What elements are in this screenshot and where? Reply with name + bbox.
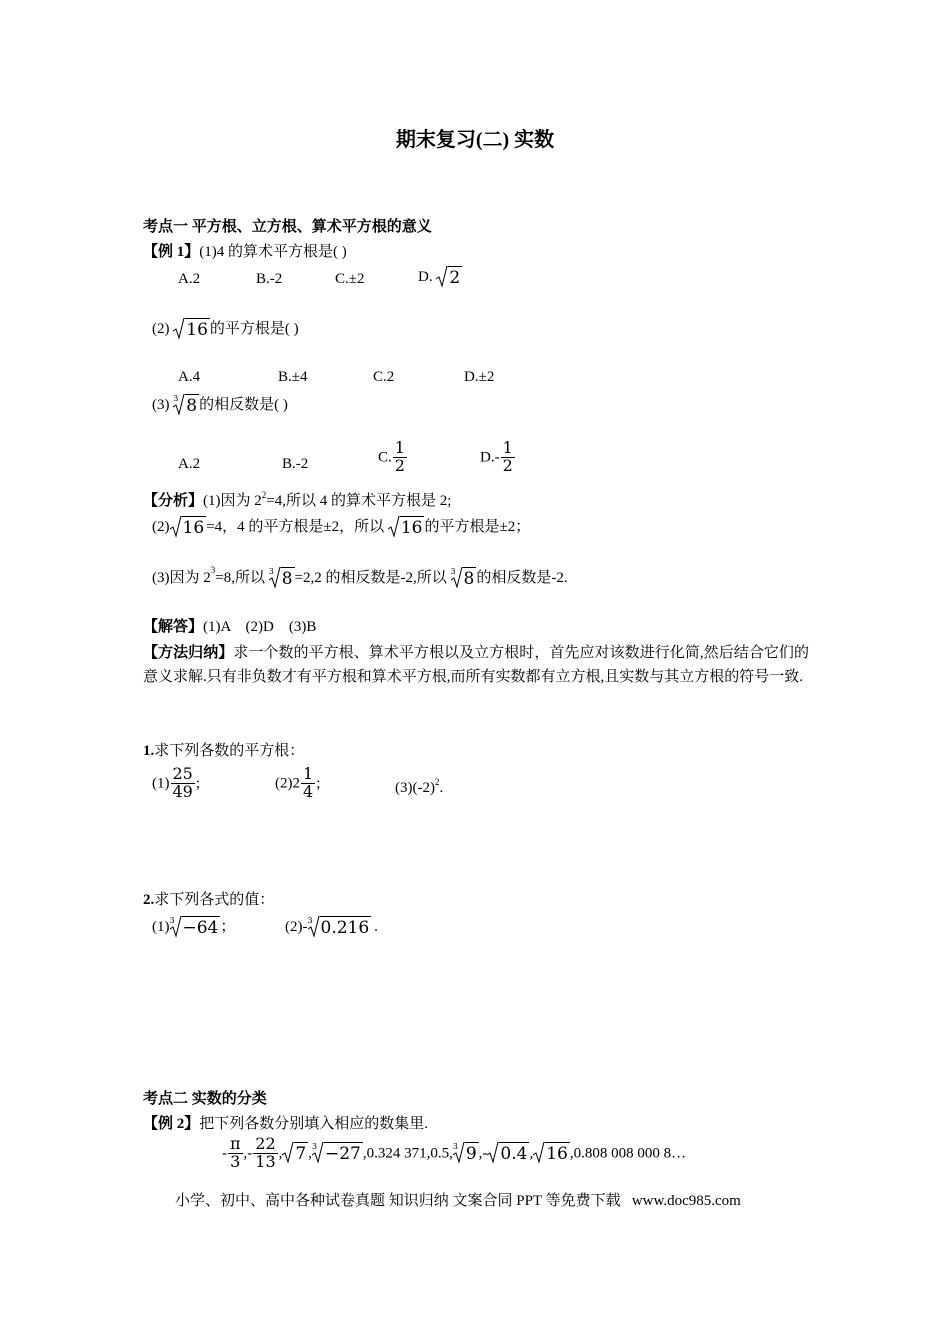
analysis-line3-a: (3)因为 2	[152, 570, 211, 586]
ex2-p2-label: (2)-	[285, 919, 308, 935]
section1-heading: 考点一 平方根、立方根、算术平方根的意义	[143, 219, 432, 235]
exercise2-text: 求下列各式的值：	[154, 892, 275, 908]
frac-den: 3	[230, 1151, 241, 1171]
analysis-line1	[143, 492, 451, 510]
numbers-tail: ,0.808 008 000 8…	[569, 1145, 687, 1162]
sqrt-16	[173, 318, 210, 340]
radicand: 7	[295, 1144, 307, 1165]
analysis-line2-a: (2)	[152, 519, 170, 535]
cbrt-9	[453, 1142, 479, 1164]
q2-prefix: (2)	[152, 321, 170, 337]
analysis-line2-b: =4，4 的平方根是±2，所以	[206, 519, 385, 535]
frac-den: 49	[172, 781, 193, 801]
q1-option-b: B.-2	[256, 271, 283, 287]
sqrt-2	[436, 266, 462, 288]
q3-option-c-label: C.	[378, 449, 392, 466]
n1-sign: -	[222, 1145, 227, 1162]
frac-num: 1	[502, 438, 513, 457]
radicand: 16	[400, 518, 423, 538]
radicand: 16	[182, 518, 205, 538]
ex1-sep: ;	[195, 775, 201, 792]
exponent: 3	[210, 565, 216, 575]
q1-option-a: A.2	[178, 271, 201, 287]
method-text: 求一个数的平方根、算术平方根以及立方根时，首先应对该数进行化简,然后结合它们的意义求解.只有非负数才有平方根和算术平方根,而所有实数都有立方根,且实数与其立方根的符号一致.	[143, 645, 809, 685]
ex1-p3-a: (3)(-2)	[395, 780, 435, 796]
radicand: 8	[281, 569, 293, 589]
example1-tag: 【例 1】	[143, 244, 200, 260]
sqrt-0-4	[487, 1142, 529, 1164]
radicand: 8	[463, 569, 475, 589]
example2-tag: 【例 2】	[143, 1116, 200, 1132]
root-index: 3	[452, 1142, 458, 1152]
sqrt-16	[388, 516, 425, 538]
q3-suffix: 的相反数是( )	[199, 397, 288, 413]
frac-num: 25	[172, 764, 193, 783]
q3-option-d	[480, 440, 516, 475]
frac-den: 2	[394, 455, 405, 475]
sqrt-16	[533, 1142, 570, 1164]
exercise2	[143, 891, 274, 909]
q3-option-b: B.-2	[282, 456, 309, 472]
cbrt-0216	[308, 916, 372, 938]
analysis-line3-c: =2,2 的相反数是-2,所以	[294, 570, 447, 586]
sqrt-16	[170, 516, 207, 538]
analysis-line2	[152, 516, 530, 538]
ex1-p3-b: .	[439, 780, 444, 796]
radicand: 8	[186, 396, 198, 416]
exercise2-num: 2.	[143, 892, 155, 908]
fraction-1-4	[301, 766, 315, 801]
analysis-line3-d: 的相反数是-2.	[476, 570, 568, 586]
analysis-line1-a: (1)因为 2	[203, 493, 262, 509]
cbrt-minus-27	[312, 1142, 363, 1164]
root-index: 3	[450, 567, 456, 576]
fraction-25-49	[171, 766, 195, 801]
radicand: 16	[546, 1144, 568, 1165]
example2-text: 把下列各数分别填入相应的数集里.	[199, 1116, 429, 1132]
analysis-line1-b: =4,所以 4 的算术平方根是 2;	[266, 493, 452, 509]
radicand: −64	[182, 918, 219, 938]
fraction-one-half	[501, 440, 515, 475]
frac-num: 1	[303, 764, 314, 783]
example1-q1	[143, 243, 347, 261]
exercise1-part3	[395, 779, 443, 797]
number-list	[222, 1136, 686, 1171]
exercise1-part2	[275, 766, 320, 801]
q3-option-a: A.2	[178, 456, 201, 472]
ex1-sep: ;	[316, 775, 321, 792]
exercise1	[143, 742, 304, 760]
frac-num: 1	[394, 438, 405, 457]
page-title: 期末复习(二) 实数	[395, 129, 555, 151]
footer: 小学、初中、高中各种试卷真题 知识归纳 文案合同 PPT 等免费下载 www.doc985.com	[175, 1193, 741, 1209]
comma: ,	[278, 1145, 283, 1162]
exponent: 2	[434, 777, 440, 787]
analysis-line2-c: 的平方根是±2；	[424, 519, 531, 535]
exercise1-num: 1.	[143, 743, 155, 759]
fraction-one-half	[393, 440, 407, 475]
radicand: 0.4	[500, 1144, 528, 1165]
root-index: 3	[307, 916, 313, 925]
ex2-p1-label: (1)	[152, 919, 170, 935]
radicand: 2	[449, 268, 461, 288]
exercise2-part2	[285, 916, 378, 938]
radicand: 9	[465, 1144, 477, 1165]
fraction-22-13	[253, 1136, 277, 1171]
answer-line	[143, 618, 316, 636]
method-tag: 【方法归纳】	[143, 645, 234, 661]
root-index: 3	[268, 567, 274, 576]
q2-option-b: B.±4	[278, 369, 308, 385]
frac-den: 13	[255, 1151, 276, 1171]
root-index: 3	[173, 394, 179, 403]
root-index: 3	[311, 1142, 318, 1152]
ex1-p1-label: (1)	[152, 775, 170, 792]
comma: ,-	[243, 1145, 253, 1162]
exponent: 2	[261, 490, 267, 500]
ex1-p2-label: (2)2	[275, 775, 300, 792]
root-index: 3	[169, 916, 175, 925]
analysis-tag: 【分析】	[143, 493, 204, 509]
fraction-pi-3	[228, 1136, 243, 1171]
q1-option-d-label: D.	[418, 269, 433, 285]
exercise1-text: 求下列各数的平方根：	[154, 743, 305, 759]
radicand: −27	[324, 1144, 361, 1165]
cbrt-8	[269, 567, 295, 589]
q3-option-d-label: D.-	[480, 449, 500, 466]
answer-text: (1)A (2)D (3)B	[203, 619, 317, 635]
q2-option-c: C.2	[373, 369, 395, 385]
ex2-sep: ；	[220, 919, 236, 935]
cbrt-minus-64	[170, 916, 221, 938]
example1-q1-stem: (1)4 的算术平方根是( )	[199, 244, 347, 260]
example1-q3	[152, 394, 288, 416]
frac-den: 4	[303, 781, 314, 801]
comma: ,-	[478, 1145, 488, 1162]
q3-option-c	[378, 440, 408, 475]
cbrt-8	[173, 394, 199, 416]
sqrt-7	[282, 1142, 308, 1164]
radicand: 16	[186, 320, 208, 340]
q1-option-d	[418, 266, 462, 288]
comma: ,	[529, 1145, 534, 1162]
q2-option-a: A.4	[178, 369, 201, 385]
radicand: 0.216	[320, 918, 370, 938]
q2-option-d: D.±2	[464, 369, 495, 385]
method-paragraph	[143, 641, 809, 689]
cbrt-8	[451, 567, 477, 589]
q2-suffix: 的平方根是( )	[209, 321, 299, 337]
section2-heading: 考点二 实数的分类	[143, 1091, 267, 1107]
ex2-end: .	[374, 919, 378, 935]
frac-num: 22	[255, 1134, 276, 1153]
comma: ,	[308, 1145, 312, 1162]
answer-tag: 【解答】	[143, 619, 204, 635]
q3-prefix: (3)	[152, 397, 170, 413]
analysis-line3	[152, 567, 568, 589]
example2	[143, 1115, 428, 1133]
frac-num: π	[230, 1134, 241, 1153]
analysis-line3-b: =8,所以	[215, 570, 265, 586]
q1-option-c: C.±2	[335, 271, 365, 287]
frac-den: 2	[502, 455, 513, 475]
numbers-text: ,0.324 371,0.5,	[362, 1145, 453, 1162]
exercise2-part1	[152, 916, 235, 938]
exercise1-part1	[152, 766, 200, 801]
example1-q2	[152, 318, 299, 340]
